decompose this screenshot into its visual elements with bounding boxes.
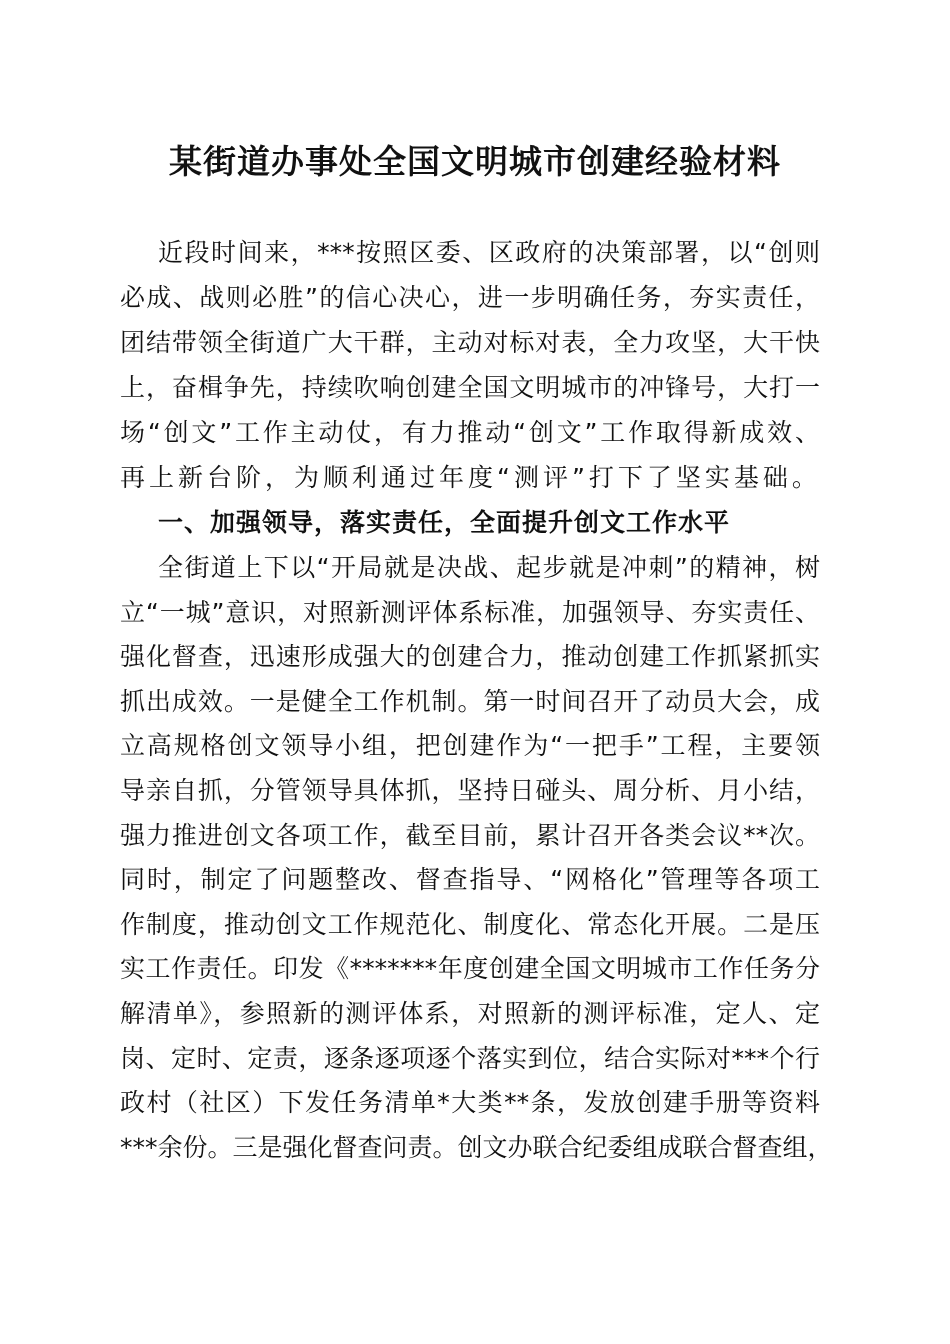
paragraph-line: 抓出成效。一是健全工作机制。第一时间召开了动员大会，成 [120,686,820,716]
paragraph-line: 岗、定时、定责，逐条逐项逐个落实到位，结合实际对***个行 [120,1043,820,1073]
section-heading: 一、加强领导，落实责任，全面提升创文工作水平 [158,508,731,537]
paragraph-line: 团结带领全街道广大干群，主动对标对表，全力攻坚，大干快 [120,328,820,357]
paragraph-line: 导亲自抓，分管领导具体抓，坚持日碰头、周分析、月小结， [120,776,820,805]
paragraph-line: 同时，制定了问题整改、督查指导、“网格化”管理等各项工 [120,865,820,895]
document-title: 某街道办事处全国文明城市创建经验材料 [169,142,781,181]
paragraph-line: 立高规格创文领导小组，把创建作为“一把手”工程，主要领 [120,731,820,761]
paragraph-line: 上，奋楫争先，持续吹响创建全国文明城市的冲锋号，大打一 [120,373,820,402]
paragraph-line: 作制度，推动创文工作规范化、制度化、常态化开展。二是压 [120,909,820,939]
paragraph-line: 实工作责任。印发《*******年度创建全国文明城市工作任务分 [120,954,820,984]
paragraph-line: 强化督查，迅速形成强大的创建合力，推动创建工作抓紧抓实 [120,642,820,672]
paragraph-line: 再上新台阶，为顺利通过年度“测评”打下了坚实基础。 [120,463,821,492]
paragraph-line: 强力推进创文各项工作，截至目前，累计召开各类会议**次。 [120,820,820,850]
paragraph-line: 必成、战则必胜”的信心决心，进一步明确任务，夯实责任， [120,283,820,312]
paragraph-line: 近段时间来，***按照区委、区政府的决策部署，以“创则 [158,238,820,267]
paragraph-line: 政村（社区）下发任务清单*大类**条，发放创建手册等资料 [120,1088,820,1118]
paragraph-line: ***余份。三是强化督查问责。创文办联合纪委组成联合督查组， [120,1132,833,1162]
paragraph-line: 立“一城”意识，对照新测评体系标准，加强领导、夯实责任、 [120,597,820,627]
paragraph-line: 解清单》，参照新的测评体系，对照新的测评标准，定人、定 [120,999,820,1028]
paragraph-line: 全街道上下以“开局就是决战、起步就是冲刺”的精神，树 [158,553,820,582]
paragraph-line: 场“创文”工作主动仗，有力推动“创文”工作取得新成效、 [120,418,820,447]
